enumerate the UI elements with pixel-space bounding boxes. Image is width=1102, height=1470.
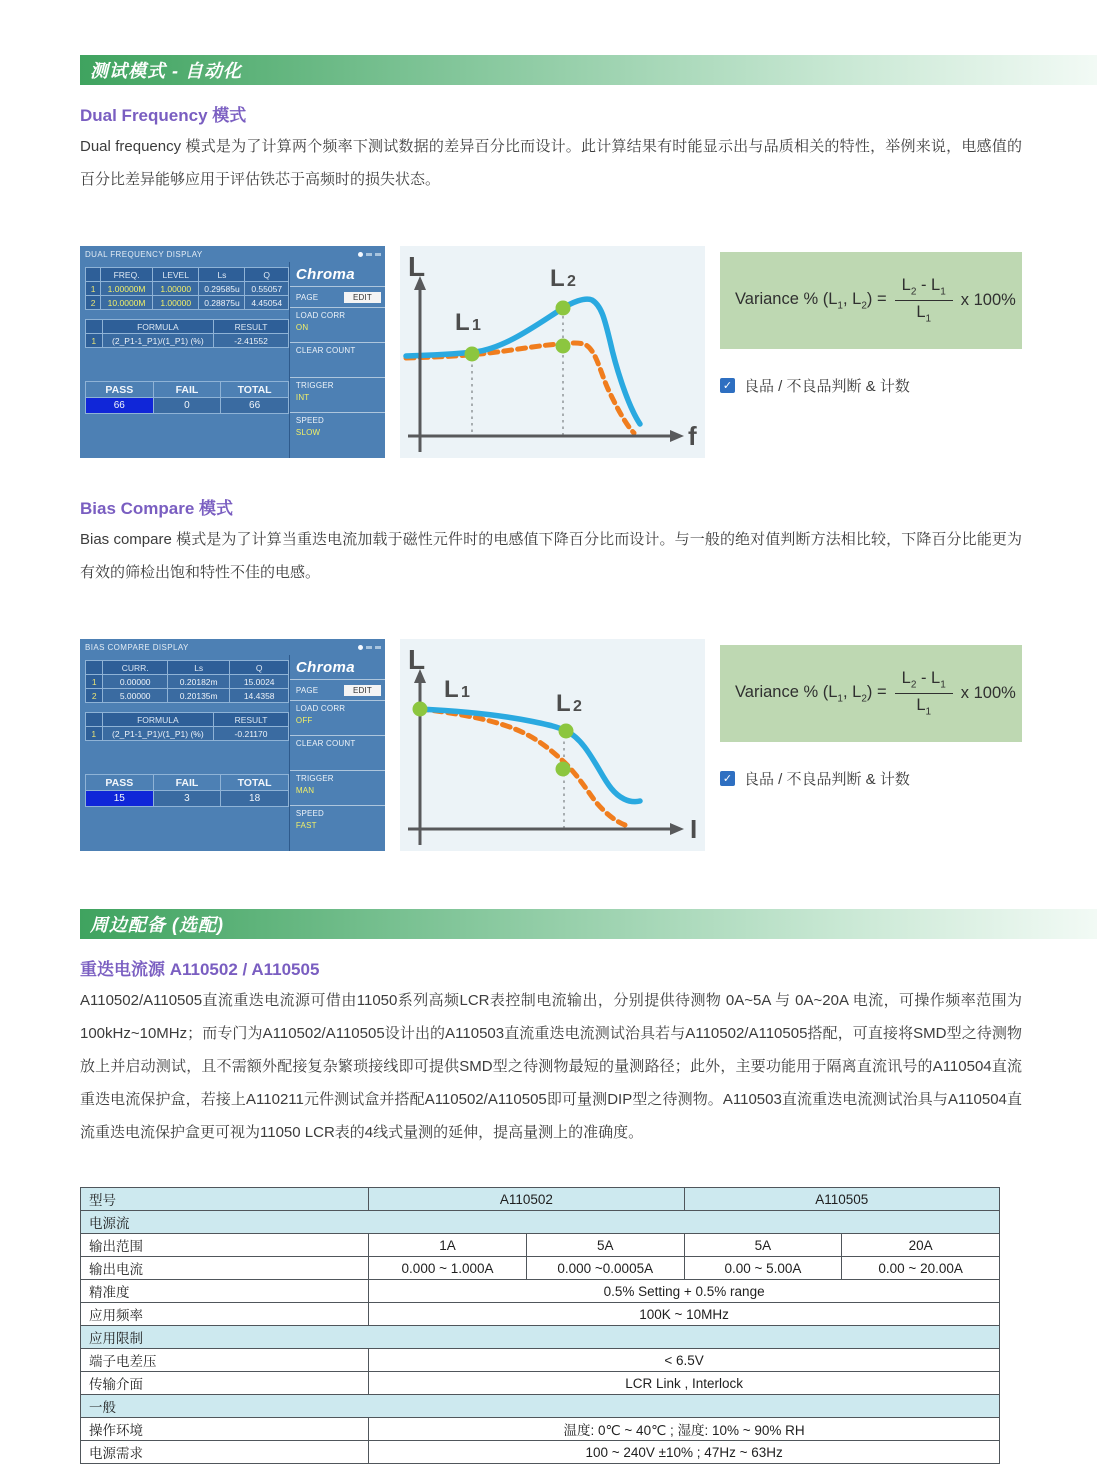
row-number-cell: 1	[86, 334, 103, 348]
table-cell: 4.45054	[245, 296, 288, 310]
count-value-row	[86, 791, 289, 807]
spec-row	[81, 1349, 1000, 1372]
section-bar-test-mode	[80, 55, 1097, 85]
speed-value: FAST	[295, 821, 317, 830]
row-number-header	[86, 320, 103, 334]
spec-cell: 0.000 ~0.0005A	[526, 1257, 684, 1280]
row-number-header	[86, 268, 101, 282]
count-header-row	[86, 775, 289, 791]
table-header-row	[86, 320, 289, 334]
screen-title: BIAS COMPARE DISPLAY	[85, 643, 189, 652]
speed-label: SPEED	[295, 416, 325, 425]
table-cell: 0.28875u	[199, 296, 245, 310]
bias-compare-figures	[80, 639, 1102, 851]
row-number-header	[86, 661, 103, 675]
total-count: 18	[221, 791, 289, 807]
formula-text: , L	[842, 682, 862, 701]
formula-sub: 2	[861, 300, 867, 312]
formula-text: - L	[916, 276, 941, 295]
formula-sub: 2	[910, 286, 917, 298]
status-tick-icon	[366, 646, 372, 649]
table-cell: 0.29585u	[199, 282, 245, 296]
spec-section-row	[81, 1211, 1000, 1234]
spec-section-label: 电源流	[81, 1211, 1000, 1234]
formula-cell: (2_P1-1_P1)/(1_P1) (%)	[102, 727, 214, 741]
spec-label: 输出范围	[81, 1234, 369, 1257]
spec-cell: 0.00 ~ 5.00A	[684, 1257, 842, 1280]
formula-sub: 1	[925, 313, 932, 325]
dual-frequency-description: Dual frequency 模式是为了计算两个频率下测试数据的差异百分比而设计。此计算结果有时能显示出与品质相关的特性，举例来说，电感值的百分比差异能够应用于评估铁芯于高频时的损失状态。	[80, 138, 1022, 188]
status-tick-icon	[366, 253, 372, 256]
spec-label: 电源需求	[81, 1441, 369, 1464]
spec-cell: 20A	[842, 1234, 1000, 1257]
row-number-header	[86, 713, 103, 727]
spec-table	[80, 1187, 1000, 1464]
formula-lhs	[735, 683, 887, 704]
formula-lhs	[735, 290, 887, 311]
chroma-logo: Chroma	[295, 265, 355, 283]
spec-cell: 100 ~ 240V ±10% ; 47Hz ~ 63Hz	[369, 1441, 1000, 1464]
data-point-L1	[413, 702, 428, 717]
dashed-curve	[420, 709, 625, 825]
pass-header: PASS	[86, 775, 154, 791]
count-header-row	[86, 382, 289, 398]
load-corr-value: ON	[295, 323, 309, 332]
formula-text: ) =	[866, 682, 887, 701]
spec-row	[81, 1372, 1000, 1395]
clear-count-softkey	[290, 735, 385, 770]
count-table	[85, 774, 289, 807]
fail-header: FAIL	[153, 775, 221, 791]
point-label-L2: L	[556, 690, 571, 717]
spec-row	[81, 1280, 1000, 1303]
variance-formula-box	[720, 252, 1022, 349]
spec-cell: 5A	[684, 1234, 842, 1257]
titlebar-status-icons	[358, 252, 381, 257]
formula-text: L	[916, 303, 926, 321]
row-number-cell: 1	[86, 727, 103, 741]
spec-cell: 1A	[369, 1234, 527, 1257]
spec-cell: LCR Link , Interlock	[369, 1372, 1000, 1395]
trigger-softkey	[290, 770, 385, 805]
load-corr-label: LOAD CORR	[295, 704, 346, 713]
spec-label: 操作环境	[81, 1418, 369, 1441]
trigger-label: TRIGGER	[295, 774, 334, 783]
formula-text: Variance % (L	[735, 289, 838, 308]
speed-label: SPEED	[295, 809, 325, 818]
checkbox-icon: ✓	[720, 771, 735, 786]
row-number-cell: 1	[86, 675, 103, 689]
spec-cell: 5A	[526, 1234, 684, 1257]
count-table	[85, 381, 289, 414]
table-cell: 14.4358	[230, 689, 288, 703]
spec-row	[81, 1257, 1000, 1280]
table-cell: 1.00000M	[101, 282, 153, 296]
judgment-note	[720, 768, 1022, 789]
table-header-row	[86, 661, 289, 675]
spec-label: 传输介面	[81, 1372, 369, 1395]
judgment-note	[720, 375, 1022, 396]
point-label-L2-sub: 2	[567, 273, 576, 290]
x-axis-arrow-icon	[670, 823, 684, 835]
spec-label: 输出电流	[81, 1257, 369, 1280]
table-cell: 5.00000	[103, 689, 168, 703]
screen-body	[80, 655, 385, 851]
solid-curve	[420, 709, 640, 802]
spec-section-label: 一般	[81, 1395, 1000, 1418]
point-label-L2-sub: 2	[573, 698, 582, 715]
x-axis-arrow-icon	[670, 430, 684, 442]
bias-compare-description: Bias compare 模式是为了计算当重迭电流加载于磁性元件时的电感值下降百分比而设计。与一般的绝对值判断方法相比较，下降百分比能更为有效的筛检出饱和特性不佳的电感。	[80, 531, 1022, 581]
screen-main-area	[80, 262, 289, 458]
formula-text: Variance % (L	[735, 682, 838, 701]
trigger-value: MAN	[295, 786, 315, 795]
formula-sub: 1	[837, 693, 843, 705]
formula-text: L	[901, 276, 911, 295]
result-cell: -2.41552	[214, 334, 289, 348]
formula-text: L	[901, 669, 911, 688]
status-tick-icon	[375, 646, 381, 649]
fail-header: FAIL	[153, 382, 221, 398]
data-point-L2-dashed	[556, 762, 571, 777]
screen-softkey-panel	[289, 655, 385, 851]
data-point-L2-dashed	[556, 339, 571, 354]
table-cell: 15.0024	[230, 675, 288, 689]
data-point-L2-solid	[556, 301, 571, 316]
speed-value: SLOW	[295, 428, 321, 437]
total-header: TOTAL	[221, 775, 289, 791]
table-row	[86, 334, 289, 348]
formula-sub: 1	[940, 286, 946, 298]
spec-label: 精准度	[81, 1280, 369, 1303]
table-row	[86, 296, 289, 310]
spec-label: 端子电差压	[81, 1349, 369, 1372]
checkbox-icon: ✓	[720, 378, 735, 393]
screen-titlebar	[80, 246, 385, 262]
spec-cell: 100K ~ 10MHz	[369, 1303, 1000, 1326]
spec-row	[81, 1234, 1000, 1257]
speed-softkey	[290, 805, 385, 851]
lcr-screen-dual-frequency	[80, 246, 385, 458]
solid-curve	[406, 299, 640, 424]
trigger-softkey	[290, 377, 385, 412]
spec-label: 型号	[81, 1188, 369, 1211]
column-header: Ls	[199, 268, 245, 282]
variance-formula-box	[720, 645, 1022, 742]
screen-body	[80, 262, 385, 458]
formula-cell: (2_P1-1_P1)/(1_P1) (%)	[102, 334, 214, 348]
formula-sub: 2	[910, 679, 917, 691]
clear-count-label: CLEAR COUNT	[295, 346, 356, 355]
edit-button: EDIT	[344, 292, 381, 303]
column-header: LEVEL	[153, 268, 199, 282]
formula-sub: 1	[837, 300, 843, 312]
edit-button: EDIT	[344, 685, 381, 696]
table-cell: 1.00000	[153, 296, 199, 310]
spec-cell: 0.000 ~ 1.000A	[369, 1257, 527, 1280]
section-bar-title: 周边配备 (选配)	[90, 915, 224, 935]
row-number-cell: 1	[86, 282, 101, 296]
measurement-table	[85, 660, 289, 703]
trigger-label: TRIGGER	[295, 381, 334, 390]
column-header: FORMULA	[102, 320, 214, 334]
bias-source-description: A110502/A110505直流重迭电流源可借由11050系列高频LCR表控制电流输出，分别提供待测物 0A~5A 与 0A~20A 电流，可操作频率范围为100kHz~10MHz；而专门为A110502/A110505设计出的A110503直流重迭电流测试治具若与A110502/A110505搭配，可直接将SMD型之待测物放上并启动测试，且不需额外配接复杂繁琐接线即可提供SMD型之待测物最短的量测路径；此外，主要功能用于隔离直流讯号的A110504直流重迭电流保护盒，若接上A110211元件测试盒并搭配A110502/A110505即可量测DIP型之待测物。A110503直流重迭电流测试治具与A110504直流重迭电流保护盒更可视为11050 LCR表的4线式量测的延伸，提高量测上的准确度。	[80, 992, 1022, 1141]
table-cell: 0.20135m	[167, 689, 230, 703]
spec-label: 应用频率	[81, 1303, 369, 1326]
bias-compare-heading: Bias Compare 模式	[80, 499, 234, 518]
formula-sub: 2	[861, 693, 867, 705]
section-bar-title: 测试模式 - 自动化	[90, 61, 242, 81]
formula-text: - L	[916, 669, 941, 688]
point-label-L1-sub: 1	[472, 317, 481, 334]
judgment-note-text: 良品 / 不良品判断 & 计数	[744, 378, 910, 395]
status-dot-icon	[358, 252, 363, 257]
spec-cell: 温度: 0℃ ~ 40℃ ; 湿度: 10% ~ 90% RH	[369, 1418, 1000, 1441]
table-cell: 1.00000	[153, 282, 199, 296]
inductance-vs-frequency-chart	[400, 246, 705, 458]
chart-svg	[400, 246, 705, 458]
model-header: A110502	[369, 1188, 684, 1211]
page-label: PAGE	[295, 292, 319, 302]
column-header: CURR.	[103, 661, 168, 675]
screen-titlebar	[80, 639, 385, 655]
chroma-logo: Chroma	[295, 658, 355, 676]
formula-text: , L	[842, 289, 862, 308]
spec-header-row	[81, 1188, 1000, 1211]
x-axis-label: f	[688, 421, 697, 451]
spec-section-row	[81, 1326, 1000, 1349]
formula-sub: 1	[925, 706, 932, 718]
chart-svg	[400, 639, 705, 851]
data-point-L2-solid	[559, 724, 574, 739]
table-row	[86, 675, 289, 689]
inductance-vs-current-chart	[400, 639, 705, 851]
screen-main-area	[80, 655, 289, 851]
formula-suffix: x 100%	[960, 684, 1016, 702]
table-row	[86, 689, 289, 703]
column-header: Q	[230, 661, 288, 675]
lcr-screen-bias-compare	[80, 639, 385, 851]
formula-table	[85, 712, 289, 741]
formula-text: L	[916, 696, 926, 714]
fail-count: 3	[153, 791, 221, 807]
count-value-row	[86, 398, 289, 414]
table-row	[86, 727, 289, 741]
dual-frequency-heading: Dual Frequency 模式	[80, 106, 247, 125]
fraction-numerator	[895, 276, 953, 301]
annotation-column	[720, 639, 1022, 851]
measurement-table	[85, 267, 289, 310]
spec-section-label: 应用限制	[81, 1326, 1000, 1349]
table-header-row	[86, 713, 289, 727]
fail-count: 0	[153, 398, 221, 414]
titlebar-status-icons	[358, 645, 381, 650]
column-header: Ls	[167, 661, 230, 675]
column-header: FORMULA	[102, 713, 214, 727]
screen-title: DUAL FREQUENCY DISPLAY	[85, 250, 203, 259]
data-point-L1	[465, 347, 480, 362]
status-dot-icon	[358, 645, 363, 650]
load-corr-softkey	[290, 307, 385, 342]
page-row	[290, 679, 385, 700]
point-label-L1: L	[455, 309, 470, 336]
load-corr-value: OFF	[295, 716, 313, 725]
page-label: PAGE	[295, 685, 319, 695]
total-count: 66	[221, 398, 289, 414]
table-cell: 0.20182m	[167, 675, 230, 689]
total-header: TOTAL	[221, 382, 289, 398]
column-header: RESULT	[214, 320, 289, 334]
clear-count-label: CLEAR COUNT	[295, 739, 356, 748]
table-cell: 0.55057	[245, 282, 288, 296]
load-corr-softkey	[290, 700, 385, 735]
formula-text: ) =	[866, 289, 887, 308]
point-label-L1: L	[444, 676, 459, 703]
status-tick-icon	[375, 253, 381, 256]
column-header: Q	[245, 268, 288, 282]
y-axis-label: L	[408, 644, 426, 675]
bias-source-heading: 重迭电流源 A110502 / A110505	[80, 960, 320, 979]
table-cell: 10.0000M	[101, 296, 153, 310]
formula-suffix: x 100%	[960, 291, 1016, 309]
load-corr-label: LOAD CORR	[295, 311, 346, 320]
judgment-note-text: 良品 / 不良品判断 & 计数	[744, 771, 910, 788]
row-number-cell: 2	[86, 689, 103, 703]
page-row	[290, 286, 385, 307]
clear-count-softkey	[290, 342, 385, 377]
x-axis-label: I	[690, 814, 698, 844]
row-number-cell: 2	[86, 296, 101, 310]
formula-table	[85, 319, 289, 348]
result-cell: -0.21170	[214, 727, 289, 741]
pass-count: 66	[86, 398, 154, 414]
spec-cell: < 6.5V	[369, 1349, 1000, 1372]
point-label-L1-sub: 1	[461, 684, 470, 701]
screen-softkey-panel	[289, 262, 385, 458]
y-axis-label: L	[408, 251, 426, 282]
fraction-denominator	[916, 301, 931, 325]
point-label-L2: L	[550, 265, 565, 292]
fraction-denominator	[916, 694, 931, 718]
fraction-numerator	[895, 669, 953, 694]
spec-row	[81, 1441, 1000, 1464]
pass-header: PASS	[86, 382, 154, 398]
speed-softkey	[290, 412, 385, 458]
formula-sub: 1	[940, 679, 946, 691]
column-header: RESULT	[214, 713, 289, 727]
model-header: A110505	[684, 1188, 999, 1211]
spec-cell: 0.00 ~ 20.00A	[842, 1257, 1000, 1280]
spec-row	[81, 1303, 1000, 1326]
spec-cell: 0.5% Setting + 0.5% range	[369, 1280, 1000, 1303]
spec-section-row	[81, 1395, 1000, 1418]
pass-count: 15	[86, 791, 154, 807]
annotation-column	[720, 246, 1022, 458]
table-cell: 0.00000	[103, 675, 168, 689]
table-row	[86, 282, 289, 296]
dual-frequency-figures	[80, 246, 1102, 458]
trigger-value: INT	[295, 393, 310, 402]
formula-fraction	[895, 669, 953, 718]
table-header-row	[86, 268, 289, 282]
column-header: FREQ.	[101, 268, 153, 282]
section-bar-peripherals	[80, 909, 1097, 939]
spec-row	[81, 1418, 1000, 1441]
formula-fraction	[895, 276, 953, 325]
